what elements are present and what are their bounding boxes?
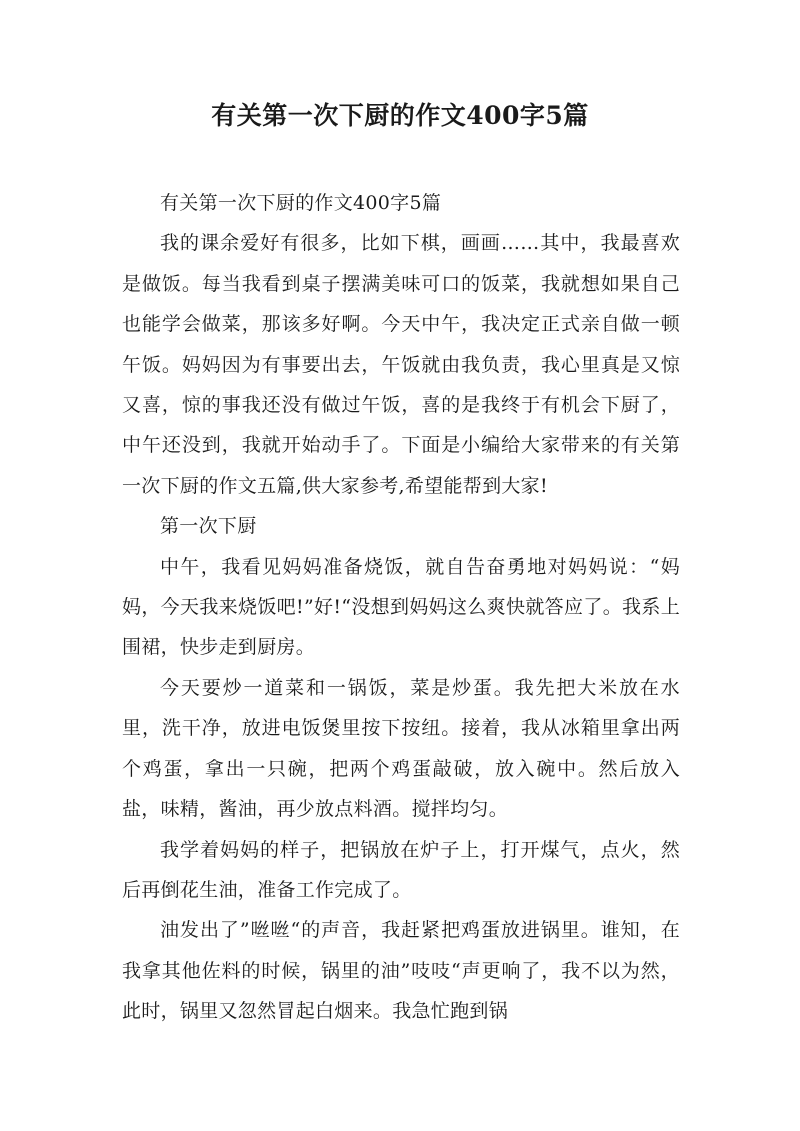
body-paragraph: 中午，我看见妈妈准备烧饭，就自告奋勇地对妈妈说：“妈妈，今天我来烧饭吧!”好!“没想到妈妈这么爽快就答应了。我系上围裙，快步走到厨房。 <box>122 555 680 659</box>
intro-paragraph: 我的课余爱好有很多，比如下棋，画画……其中，我最喜欢是做饭。每当我看到桌子摆满美味可口的饭菜，我就想如果自己也能学会做菜，那该多好啊。今天中午，我决定正式亲自做一顿午饭。妈妈因为有事要出去，午饭就由我负责，我心里真是又惊又喜，惊的事我还没有做过午饭，喜的是我终于有机会下厨了，中午还没到，我就开始动手了。下面是小编给大家带来的有关第一次下厨的作文五篇,供大家参考,希望能帮到大家! <box>122 232 680 497</box>
body-paragraph: 我学着妈妈的样子，把锅放在炉子上，打开煤气，点火，然后再倒花生油，准备工作完成了。 <box>122 838 680 901</box>
document-body <box>122 183 680 1032</box>
section-heading: 第一次下厨 <box>160 515 257 538</box>
subtitle-line: 有关第一次下厨的作文400字5篇 <box>160 192 442 214</box>
document-title: 有关第一次下厨的作文400字5篇 <box>211 101 589 130</box>
body-paragraph: 油发出了”咝咝“的声音，我赶紧把鸡蛋放进锅里。谁知，在我拿其他佐料的时候，锅里的油”吱吱“声更响了，我不以为然，此时，锅里又忽然冒起白烟来。我急忙跑到锅 <box>122 919 680 1023</box>
body-paragraph: 今天要炒一道菜和一锅饭，菜是炒蛋。我先把大米放在水里，洗干净，放进电饭煲里按下按纽。接着，我从冰箱里拿出两个鸡蛋，拿出一只碗，把两个鸡蛋敲破，放入碗中。然后放入盐，味精，酱油，再少放点料酒。搅拌均匀。 <box>122 676 680 821</box>
